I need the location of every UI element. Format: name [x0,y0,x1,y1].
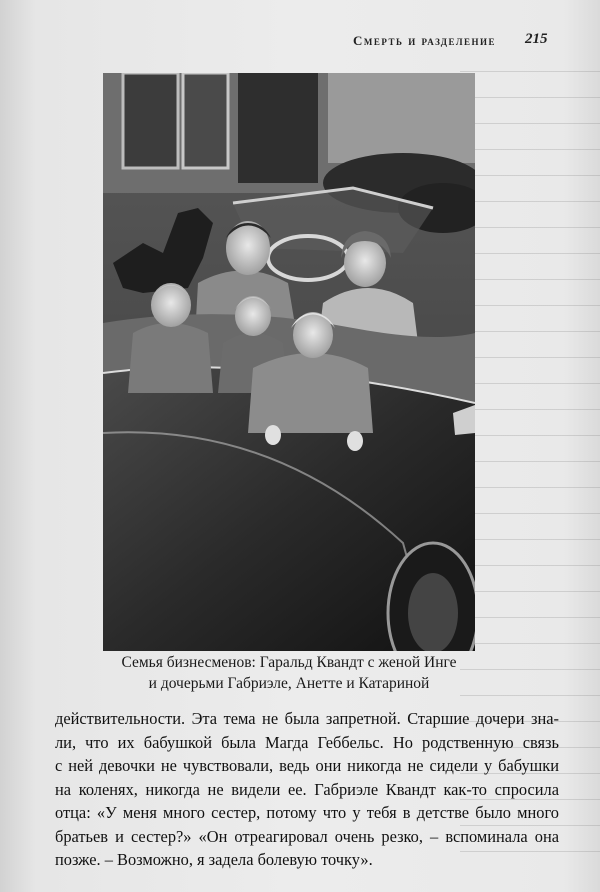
page-header [0,30,600,54]
text-line: на коленях, никогда не видели ее. Габриэле Квандт как-то спросила [55,779,559,799]
text-line: с ней девочки не чувствовали, ведь они никогда не сидели у бабушки [55,756,559,775]
photo-caption [103,652,475,694]
running-title: Смерть и разделение [353,33,497,48]
text-line: действительности. Эта тема не была запретной. Старшие дочери зна- [55,709,559,728]
text-line: позже. – Возможно, я задела болевую точку». [55,850,373,869]
family-photo [103,73,475,651]
text-line: отца: «У меня много сестер, потому что у тебя в детстве было много [55,803,559,822]
page-number: 215 [525,31,548,47]
caption-line-2: и дочерьми Габриэле, Анетте и Катариной [148,675,430,692]
text-line: братьев и сестер?» «Он отреагировал очень резко, – вспоминала она [55,826,559,846]
text-line: ли, что их бабушкой была Магда Геббельс. Но родственную связь [55,732,559,752]
body-paragraph [55,707,559,872]
caption-line-1: Семья бизнесменов: Гаральд Квандт с женой Инге [121,654,457,671]
